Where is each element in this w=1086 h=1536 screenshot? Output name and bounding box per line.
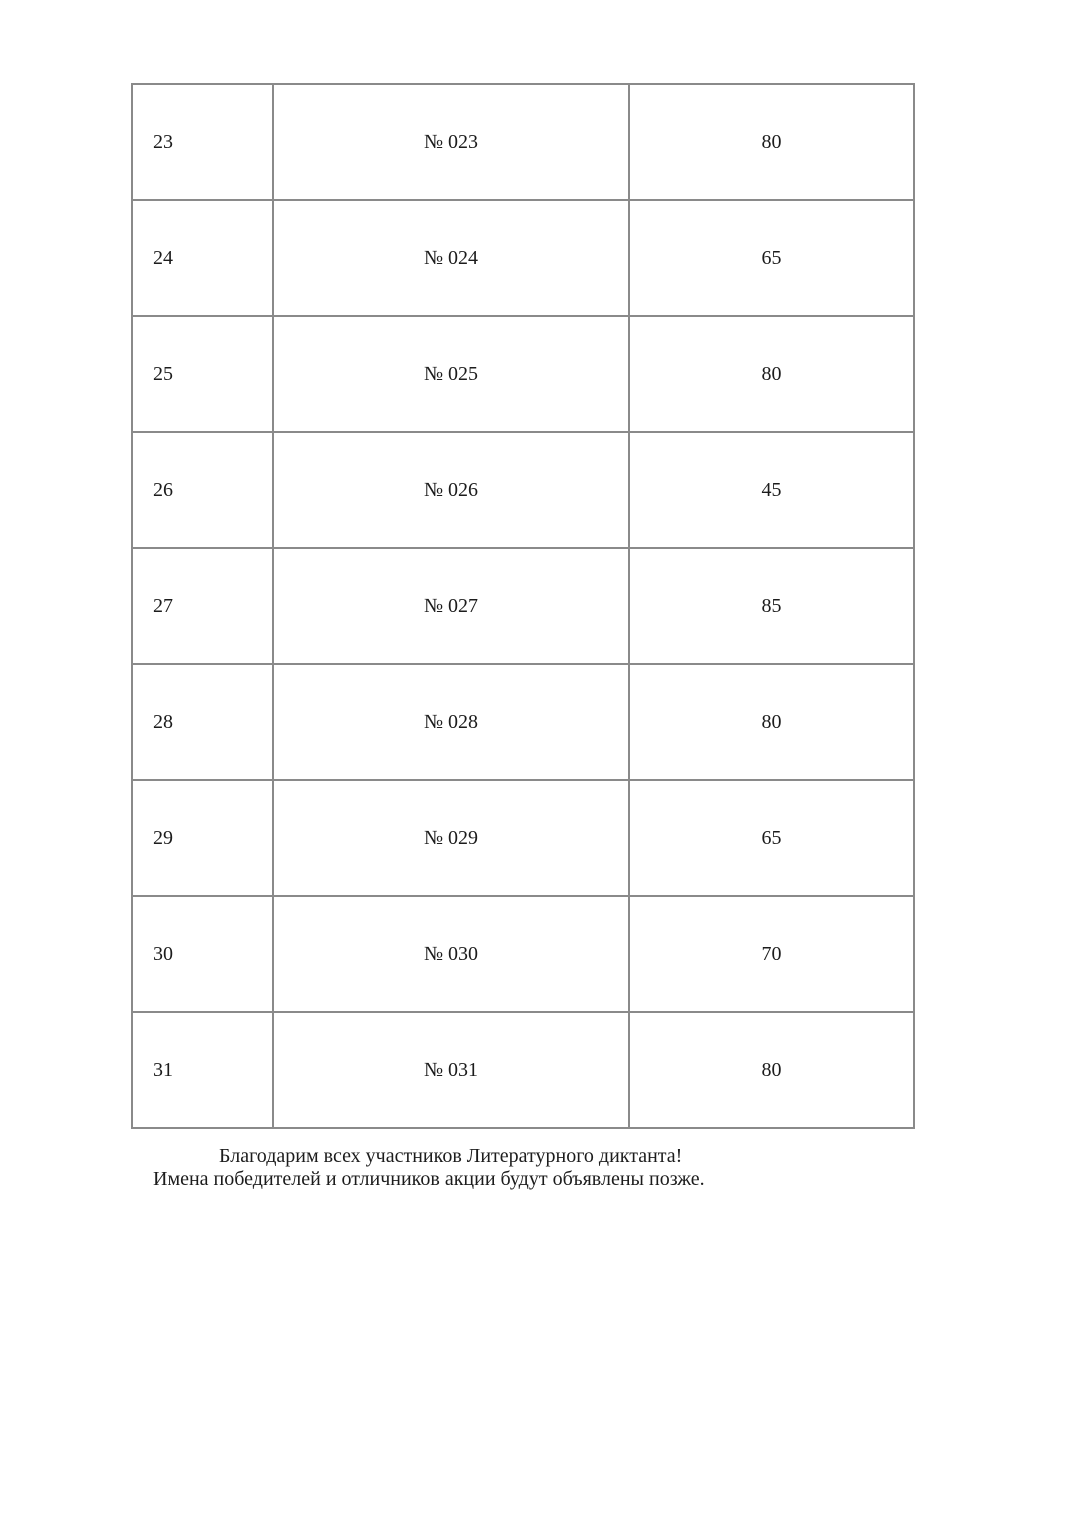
row-number-cell: 26 [132, 432, 273, 548]
score-cell: 70 [629, 896, 914, 1012]
participant-number-cell: № 023 [273, 84, 629, 200]
row-number-cell: 29 [132, 780, 273, 896]
row-number-cell: 25 [132, 316, 273, 432]
participant-number-cell: № 031 [273, 1012, 629, 1128]
score-cell: 85 [629, 548, 914, 664]
score-cell: 80 [629, 1012, 914, 1128]
score-cell: 45 [629, 432, 914, 548]
table-row [132, 896, 914, 1012]
row-number-cell: 23 [132, 84, 273, 200]
closing-line-1: Благодарим всех участников Литературного диктанта! [219, 1145, 683, 1167]
participant-number-cell: № 030 [273, 896, 629, 1012]
closing-paragraph [153, 1145, 833, 1191]
participant-number-cell: № 027 [273, 548, 629, 664]
row-number-cell: 31 [132, 1012, 273, 1128]
table-row [132, 548, 914, 664]
score-cell: 80 [629, 664, 914, 780]
row-number-cell: 28 [132, 664, 273, 780]
participant-number-cell: № 024 [273, 200, 629, 316]
score-cell: 80 [629, 316, 914, 432]
row-number-cell: 30 [132, 896, 273, 1012]
participant-number-cell: № 026 [273, 432, 629, 548]
table-row [132, 664, 914, 780]
table-row [132, 316, 914, 432]
participant-number-cell: № 025 [273, 316, 629, 432]
table-row [132, 1012, 914, 1128]
score-cell: 65 [629, 780, 914, 896]
score-cell: 80 [629, 84, 914, 200]
table-row [132, 780, 914, 896]
row-number-cell: 27 [132, 548, 273, 664]
results-table [131, 83, 915, 1129]
row-number-cell: 24 [132, 200, 273, 316]
table-row [132, 84, 914, 200]
table-row [132, 432, 914, 548]
table-row [132, 200, 914, 316]
closing-line-2: Имена победителей и отличников акции будут объявлены позже. [153, 1168, 705, 1190]
score-cell: 65 [629, 200, 914, 316]
participant-number-cell: № 028 [273, 664, 629, 780]
participant-number-cell: № 029 [273, 780, 629, 896]
